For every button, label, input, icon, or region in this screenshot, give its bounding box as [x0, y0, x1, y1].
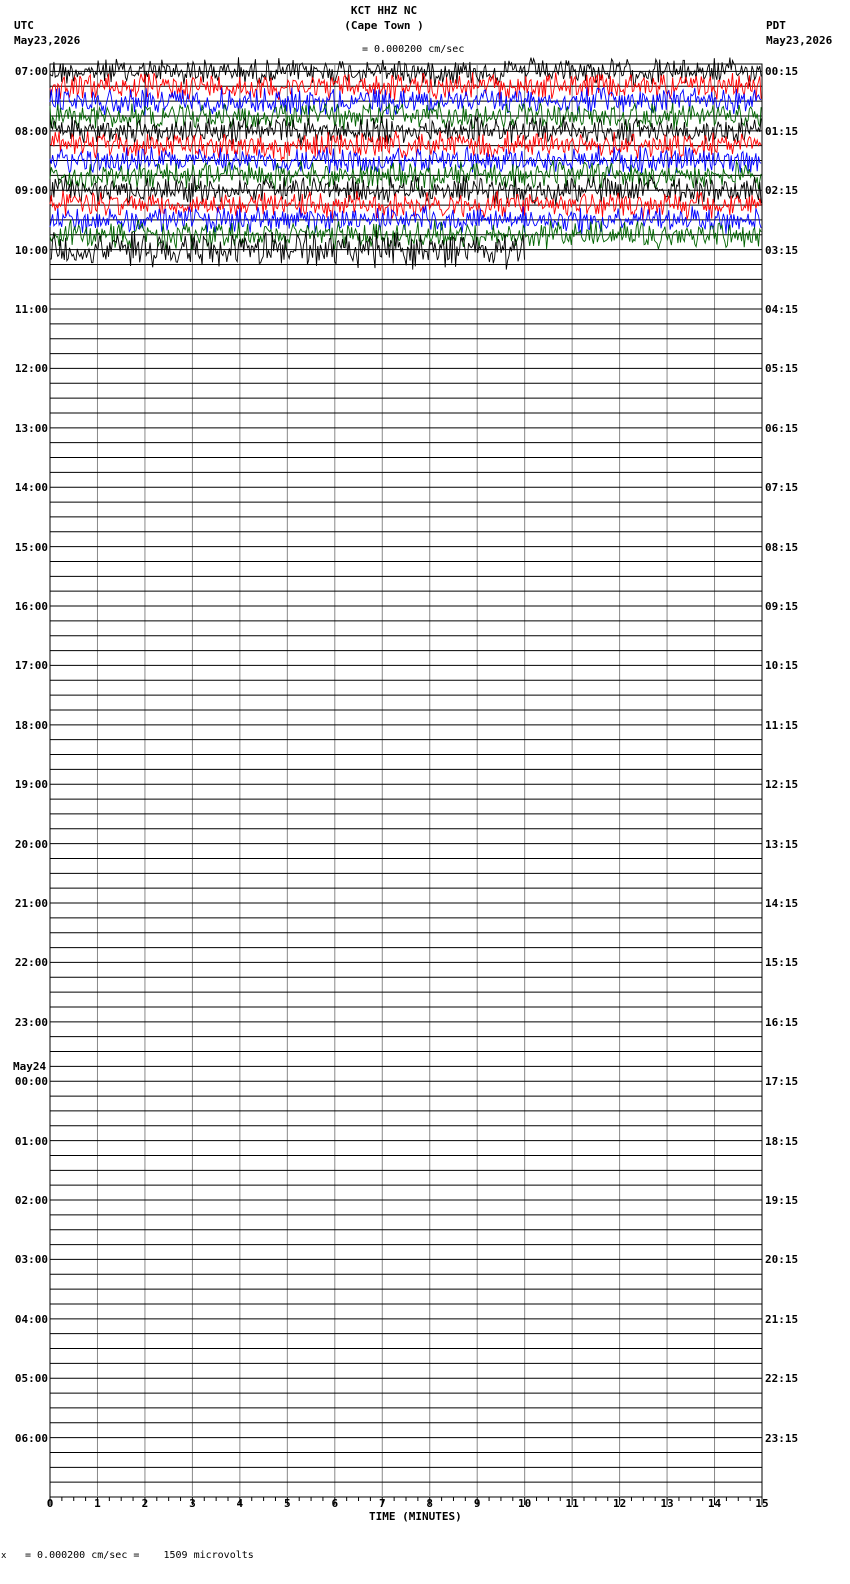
x-tick-label: 8: [426, 1497, 434, 1510]
helicorder-grid: [50, 64, 762, 1497]
pdt-hour-label: 06:15: [765, 421, 799, 435]
utc-hour-label: 07:00: [14, 65, 48, 79]
station-title: KCT HHZ NC: [350, 4, 418, 17]
pdt-hour-label: 17:15: [765, 1075, 799, 1089]
utc-hour-label: 19:00: [14, 778, 48, 792]
x-tick-label: 9: [473, 1497, 481, 1510]
utc-hour-label: 10:00: [14, 243, 48, 257]
x-tick-label: 3: [189, 1497, 196, 1510]
x-tick-label: 6: [331, 1497, 339, 1510]
utc-hour-label: 21:00: [14, 897, 48, 911]
pdt-hour-label: 03:15: [765, 243, 799, 257]
x-tick-label: 4: [236, 1497, 244, 1510]
utc-hour-label: 05:00: [14, 1372, 48, 1386]
pdt-hour-label: 11:15: [765, 718, 799, 732]
utc-hour-label: 18:00: [14, 718, 48, 732]
utc-hour-label: 15:00: [14, 540, 48, 554]
x-tick-label: 1: [94, 1497, 101, 1510]
utc-hour-label: 04:00: [14, 1312, 48, 1326]
utc-hour-label: 16:00: [14, 600, 48, 614]
utc-hour-label: 08:00: [14, 124, 48, 138]
x-tick-label: 12: [612, 1497, 627, 1510]
left-timezone: UTC: [14, 19, 34, 32]
utc-hour-label: 03:00: [14, 1253, 48, 1267]
utc-hour-label: 23:00: [14, 1015, 48, 1029]
utc-hour-label: 22:00: [14, 956, 48, 970]
pdt-hour-label: 09:15: [765, 600, 799, 614]
x-tick-label: 10: [518, 1497, 532, 1510]
utc-hour-label: 12:00: [14, 362, 48, 376]
date-change-label: May24: [13, 1060, 47, 1074]
time-axis-ticks: [50, 1497, 762, 1505]
utc-hour-label: 14:00: [14, 481, 48, 495]
x-tick-label: 0: [46, 1497, 54, 1510]
pdt-hour-label: 07:15: [765, 481, 799, 495]
pdt-hour-label: 01:15: [765, 124, 799, 138]
utc-hour-label: 06:00: [14, 1431, 48, 1445]
seismic-traces: [50, 57, 761, 269]
utc-hour-label: 02:00: [14, 1194, 48, 1208]
utc-hour-label: 17:00: [14, 659, 48, 673]
right-date: May23,2026: [766, 34, 833, 47]
footer-prefix: x: [1, 1551, 7, 1561]
x-tick-label: 7: [378, 1497, 386, 1510]
pdt-hour-label: 16:15: [765, 1015, 799, 1029]
footer-scale-label: = 0.000200 cm/sec = 1509 microvolts: [25, 1550, 254, 1561]
scale-label: = 0.000200 cm/sec: [362, 44, 465, 55]
utc-hour-label: 01:00: [14, 1134, 48, 1148]
pdt-hour-label: 22:15: [765, 1372, 799, 1386]
x-tick-label: 13: [660, 1497, 674, 1510]
pdt-hour-label: 20:15: [765, 1253, 799, 1267]
pdt-hour-label: 02:15: [765, 184, 799, 198]
x-tick-label: 11: [565, 1497, 579, 1510]
pdt-hour-label: 15:15: [765, 956, 799, 970]
x-tick-label: 5: [284, 1497, 291, 1510]
utc-hour-label: 20:00: [14, 837, 48, 851]
x-tick-label: 2: [141, 1497, 149, 1510]
pdt-hour-label: 23:15: [765, 1431, 799, 1445]
x-axis-title: TIME (MINUTES): [369, 1510, 462, 1523]
pdt-hour-label: 08:15: [765, 540, 799, 554]
utc-hour-label: 00:00: [14, 1075, 48, 1089]
pdt-hour-label: 14:15: [765, 897, 799, 911]
pdt-hour-label: 12:15: [765, 778, 799, 792]
x-tick-label: 15: [755, 1497, 769, 1510]
right-timezone: PDT: [766, 19, 786, 32]
utc-hour-label: 13:00: [14, 421, 48, 435]
utc-hour-label: 11:00: [14, 303, 48, 317]
utc-hour-label: 09:00: [14, 184, 48, 198]
pdt-hour-label: 05:15: [765, 362, 799, 376]
pdt-hour-label: 00:15: [765, 65, 799, 79]
pdt-hour-label: 10:15: [765, 659, 799, 673]
station-location: (Cape Town ): [344, 19, 424, 32]
left-date: May23,2026: [14, 34, 81, 47]
pdt-hour-label: 18:15: [765, 1134, 799, 1148]
pdt-hour-label: 04:15: [765, 303, 799, 317]
x-tick-label: 14: [707, 1497, 722, 1510]
pdt-hour-label: 21:15: [765, 1312, 799, 1326]
pdt-hour-label: 19:15: [765, 1194, 799, 1208]
pdt-hour-label: 13:15: [765, 837, 799, 851]
